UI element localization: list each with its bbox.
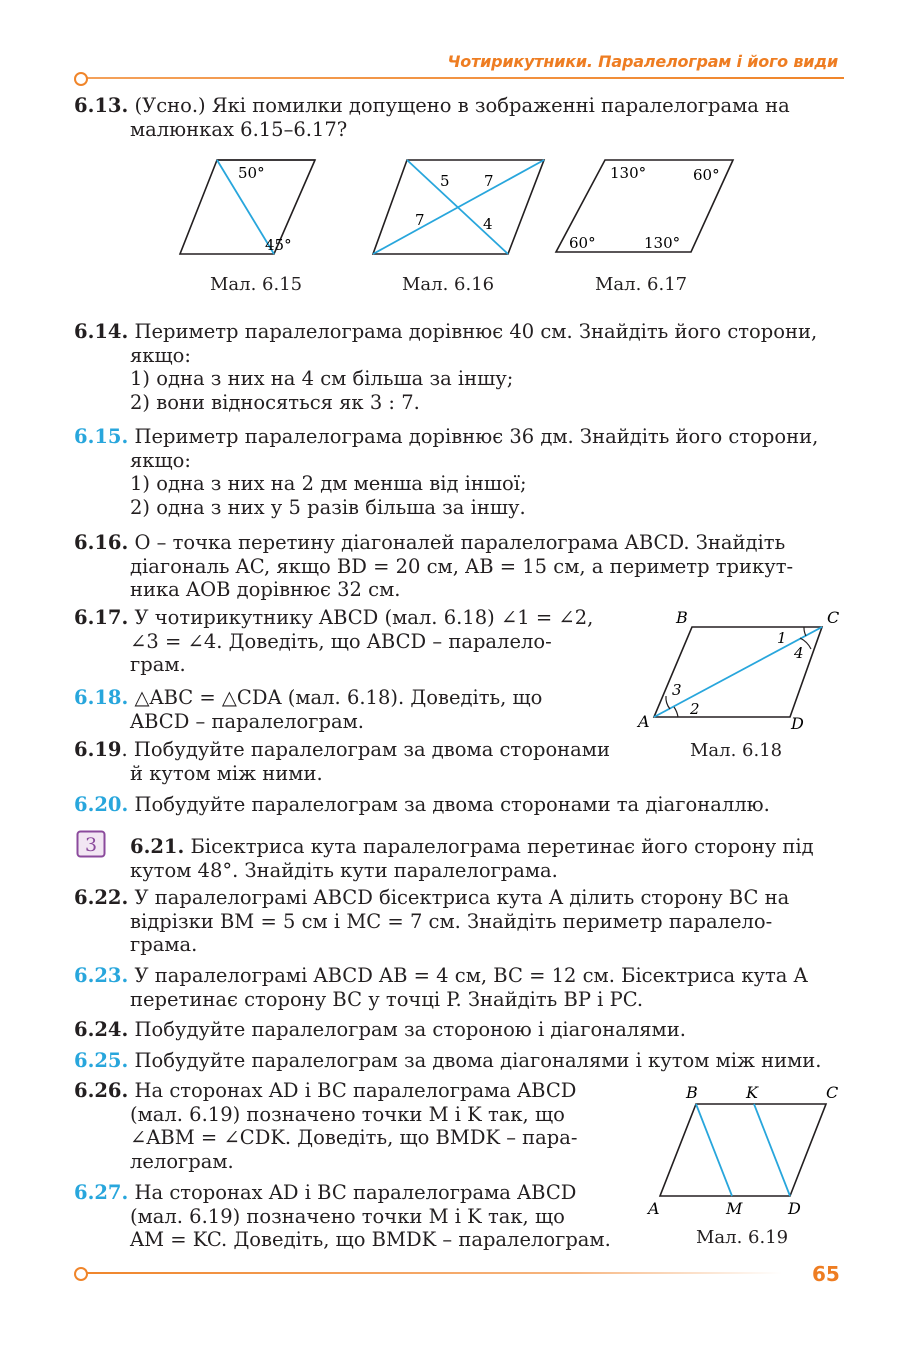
problem-number: 6.14. (74, 320, 129, 343)
vertex-label: A (648, 1199, 660, 1218)
problem-6-25 (74, 1049, 840, 1073)
figure-caption: Мал. 6.17 (595, 274, 688, 295)
problem-text: Периметр паралелограма дорівнює 36 дм. Знайдіть його сторони, (134, 425, 819, 448)
problem-text: малюнках 6.15–6.17? (130, 117, 348, 141)
problem-text: відрізки BM = 5 см і MC = 7 см. Знайдіть периметр паралело- (130, 909, 773, 933)
vertex-label: A (638, 712, 650, 731)
segment-bm (696, 1104, 732, 1196)
figure-6-15 (180, 160, 315, 254)
figure-caption: Мал. 6.19 (696, 1227, 789, 1248)
problem-number: 6.20. (74, 793, 129, 816)
problem-text: (мал. 6.19) позначено точки M і K так, що (130, 1102, 565, 1126)
angle-label: 130° (610, 164, 647, 182)
level-badge-text: 3 (84, 834, 98, 856)
angle-label: 4 (794, 644, 804, 662)
problem-number: 6.16. (74, 531, 129, 554)
vertex-label: M (726, 1199, 743, 1218)
problem-6-21 (130, 835, 840, 882)
problem-6-24 (74, 1018, 840, 1042)
vertex-label: D (788, 1199, 801, 1218)
diagonal-line (654, 627, 822, 717)
problem-text: Побудуйте паралелограм за стороною і діагоналями. (134, 1018, 686, 1041)
problem-number: 6.17. (74, 606, 129, 629)
figure-caption: Мал. 6.15 (210, 274, 303, 295)
problem-number: 6.21. (130, 835, 185, 858)
problem-number: 6.26. (74, 1079, 129, 1102)
angle-label: 1 (777, 629, 787, 647)
problem-text: O – точка перетину діагоналей паралелограма ABCD. Знайдіть (134, 531, 786, 554)
problem-6-27 (74, 1181, 626, 1252)
figure-caption: Мал. 6.18 (690, 740, 783, 761)
problem-text: △ABC = △CDA (мал. 6.18). Доведіть, що (134, 686, 543, 709)
segment-label: 4 (483, 215, 493, 233)
figure-6-18 (630, 603, 845, 731)
problem-text: ABCD – паралелограм. (130, 709, 364, 733)
problem-text: На сторонах AD і BC паралелограма ABCD (134, 1181, 577, 1204)
vertex-label: B (686, 1083, 698, 1102)
footer-ring-icon (74, 1267, 88, 1281)
problem-text: 2) вони відносяться як 3 : 7. (130, 390, 420, 414)
problem-number: 6.22. (74, 886, 129, 909)
problem-text: Бісектриса кута паралелограма перетинає його сторону під (190, 835, 814, 858)
problem-number: 6.27. (74, 1181, 129, 1204)
figures-6-15-to-6-17 (170, 150, 750, 265)
vertex-label: K (746, 1083, 758, 1102)
figure-6-19 (640, 1080, 850, 1220)
problem-text: якщо: (130, 343, 191, 367)
vertex-label: D (791, 714, 804, 731)
problem-number: 6.23. (74, 964, 129, 987)
page-number: 65 (812, 1262, 840, 1286)
figure-6-17 (556, 160, 733, 252)
angle-label: 130° (644, 234, 681, 252)
problem-text: перетинає сторону BC у точці P. Знайдіть BP і PC. (130, 987, 644, 1011)
problem-text: 1) одна з них на 2 дм менша від іншої; (130, 472, 527, 495)
problem-text: (мал. 6.19) позначено точки M і K так, що (130, 1204, 565, 1228)
angle-label: 3 (672, 681, 682, 699)
vertex-label: B (676, 608, 688, 627)
problem-text: У чотирикутнику ABCD (мал. 6.18) ∠1 = ∠2, (134, 606, 594, 629)
problem-6-16 (74, 531, 840, 602)
problem-6-19 (74, 738, 619, 785)
problem-6-22 (74, 886, 840, 957)
problem-text: якщо: (130, 448, 191, 472)
problem-text: й кутом між ними. (130, 761, 323, 785)
problem-text: кутом 48°. Знайдіть кути паралелограма. (130, 858, 558, 882)
problem-text: У паралелограмі ABCD AB = 4 см, BC = 12 см. Бісектриса кута A (134, 964, 808, 987)
problem-number: 6.18. (74, 686, 129, 709)
angle-label: 50° (238, 164, 265, 182)
vertex-label: C (826, 1083, 839, 1102)
footer-rule (82, 1272, 782, 1274)
problem-text: ника AOB дорівнює 32 см. (130, 578, 401, 601)
angle-label: 60° (569, 234, 596, 252)
angle-label: 60° (693, 166, 720, 184)
problem-text: грама. (130, 933, 198, 956)
problem-6-20 (74, 793, 840, 817)
figure-6-16 (373, 160, 544, 254)
angle-label: 45° (265, 236, 292, 254)
problem-text: На сторонах AD і BC паралелограма ABCD (134, 1079, 577, 1102)
problem-text: 2) одна з них у 5 разів більша за іншу. (130, 495, 526, 519)
problem-6-13 (74, 94, 840, 141)
problem-6-14 (74, 320, 840, 414)
problem-number: 6.25. (74, 1049, 129, 1072)
problem-text: У паралелограмі ABCD бісектриса кута A ділить сторону BC на (134, 886, 790, 909)
problem-text: 1) одна з них на 4 см більша за іншу; (130, 367, 514, 390)
problem-text: лелограм. (130, 1149, 234, 1173)
segment-label: 5 (440, 172, 450, 190)
problem-6-15 (74, 425, 840, 519)
diagonal-line (373, 160, 544, 254)
level-3-icon (76, 830, 106, 858)
problem-text: грам. (130, 653, 186, 676)
problem-text: . Побудуйте паралелограм за двома сторонами (121, 738, 610, 761)
problem-number: 6.13. (74, 94, 129, 117)
header-rule (82, 77, 844, 79)
segment-label: 7 (415, 211, 425, 229)
problem-text: Побудуйте паралелограм за двома сторонами та діагоналлю. (134, 793, 770, 816)
problem-number: 6.24. (74, 1018, 129, 1041)
problem-number: 6.15. (74, 425, 129, 448)
problem-6-17 (74, 606, 619, 677)
vertex-label: C (827, 608, 840, 627)
problem-text: (Усно.) Які помилки допущено в зображенні паралелограма на (134, 94, 790, 117)
figure-caption: Мал. 6.16 (402, 274, 495, 295)
problem-text: ∠ABM = ∠CDK. Доведіть, що BMDK – пара- (130, 1126, 578, 1149)
segment-kd (754, 1104, 790, 1196)
angle-label: 2 (690, 700, 700, 718)
problem-6-26 (74, 1079, 626, 1173)
problem-number: 6.19 (74, 738, 122, 761)
problem-text: діагональ AC, якщо BD = 20 см, AB = 15 см, а периметр трикут- (130, 554, 794, 578)
chapter-title: Чотирикутники. Паралелограм і його види (447, 52, 838, 71)
problem-6-18 (74, 686, 619, 733)
problem-text: Побудуйте паралелограм за двома діагоналями і кутом між ними. (134, 1049, 822, 1072)
problem-6-23 (74, 964, 840, 1011)
header-ring-icon (74, 72, 88, 86)
problem-text: AM = KC. Доведіть, що BMDK – паралелограм. (130, 1228, 611, 1251)
problem-text: ∠3 = ∠4. Доведіть, що ABCD – паралело- (130, 629, 552, 653)
segment-label: 7 (484, 172, 494, 190)
problem-text: Периметр паралелограма дорівнює 40 см. Знайдіть його сторони, (134, 320, 818, 343)
